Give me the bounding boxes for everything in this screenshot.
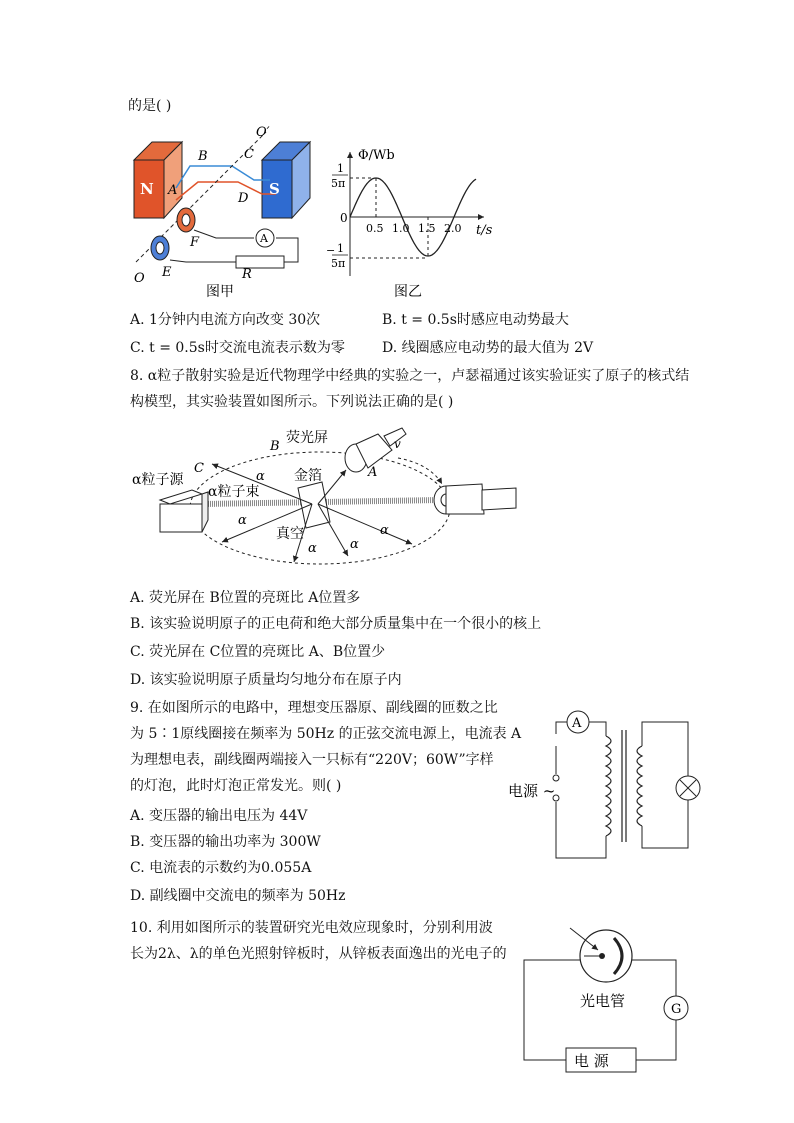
- q7-option-c[interactable]: C. t = 0.5s时交流电流表示数为零: [130, 340, 345, 356]
- fig-yi-caption: 图乙: [394, 284, 422, 300]
- fig-jia-n-label: N: [140, 180, 154, 198]
- fig8-vacuum-label: 真空: [276, 526, 304, 542]
- fig-jia-s-label: S: [269, 180, 280, 198]
- q8-option-d[interactable]: D. 该实验说明原子质量均匀地分布在原子内: [130, 672, 402, 688]
- q7-stem-tail: 的是( ): [128, 98, 172, 114]
- q9-option-c[interactable]: C. 电流表的示数约为0.055A: [130, 860, 312, 876]
- q7-figure-jia: [126, 122, 328, 300]
- q8-stem-line1: 8. α粒子散射实验是近代物理学中经典的实验之一，卢瑟福通过该实验证实了原子的核式结: [130, 368, 690, 384]
- fig8-a-label: A: [368, 465, 378, 480]
- fig8-alpha: α: [380, 523, 389, 538]
- q7-figure-yi: [326, 146, 496, 300]
- fig-jia-e-label: E: [162, 265, 172, 280]
- fig-jia-d-label: D: [238, 191, 249, 206]
- fig-jia-b-label: B: [198, 149, 208, 164]
- q9-figure: [506, 706, 716, 866]
- q9-option-b[interactable]: B. 变压器的输出功率为 300W: [130, 834, 321, 850]
- fig8-source-label: α粒子源: [132, 472, 184, 488]
- fig8-alpha: α: [308, 541, 317, 556]
- fig8-b-label: B: [270, 439, 280, 454]
- fig-yi-xtick: 1.5: [418, 222, 436, 235]
- q8-figure: [130, 424, 522, 576]
- fig8-alpha: α: [256, 469, 265, 484]
- q10-stem-line2: 长为2λ、λ的单色光照射锌板时，从锌板表面逸出的光电子的: [130, 946, 507, 962]
- fig-yi-xtick: 1.0: [392, 222, 410, 235]
- fig-yi-xtick: 2.0: [444, 222, 462, 235]
- fig8-alpha: α: [350, 537, 359, 552]
- fig-yi-xtick: 0.5: [366, 222, 384, 235]
- fig9-source-label: 电源 ~: [508, 782, 556, 800]
- fig8-alpha: α: [238, 513, 247, 528]
- q8-option-c[interactable]: C. 荧光屏在 C位置的亮斑比 A、B位置少: [130, 644, 386, 660]
- fig10-galvanometer-label: G: [671, 1002, 682, 1017]
- fig-yi-yminus: −: [326, 244, 336, 257]
- fig-yi-ybot-num: 1: [337, 242, 344, 255]
- q8-option-b[interactable]: B. 该实验说明原子的正电荷和绝大部分质量集中在一个很小的核上: [130, 616, 542, 632]
- q9-stem-line1: 9. 在如图所示的电路中，理想变压器原、副线圈的匝数之比: [130, 700, 498, 716]
- q9-stem-line4: 的灯泡，此时灯泡正常发光。则( ): [130, 778, 342, 794]
- fig-yi-xlabel: t/s: [476, 223, 493, 238]
- q7-option-a[interactable]: A. 1分钟内电流方向改变 30次: [130, 312, 321, 328]
- fig8-screen-label: 荧光屏: [286, 430, 328, 446]
- fig-yi-ytop-den: 5π: [331, 177, 346, 190]
- fig-jia-o-label: O: [134, 271, 145, 286]
- fig10-tube-label: 光电管: [580, 992, 626, 1010]
- fig8-c-label: C: [194, 461, 204, 476]
- q10-stem-line1: 10. 利用如图所示的装置研究光电效应现象时，分别利用波: [130, 920, 493, 936]
- q9-option-d[interactable]: D. 副线圈中交流电的频率为 50Hz: [130, 888, 346, 904]
- fig-jia-f-label: F: [190, 235, 200, 250]
- q8-stem-line2: 构模型，其实验装置如图所示。下列说法正确的是( ): [130, 394, 454, 410]
- fig-yi-zero: 0: [340, 211, 348, 225]
- fig10-source-label: 电 源: [574, 1052, 609, 1070]
- fig9-ammeter-label: A: [572, 716, 582, 731]
- fig-jia-r-label: R: [242, 267, 252, 282]
- q8-option-a[interactable]: A. 荧光屏在 B位置的亮斑比 A位置多: [130, 590, 361, 606]
- q7-option-d[interactable]: D. 线圈感应电动势的最大值为 2V: [382, 340, 594, 356]
- q9-stem-line2: 为 5∶1原线圈接在频率为 50Hz 的正弦交流电源上，电流表 A: [130, 726, 522, 742]
- q9-option-a[interactable]: A. 变压器的输出电压为 44V: [130, 808, 308, 824]
- fig-yi-ylabel: Φ/Wb: [358, 148, 395, 163]
- fig-jia-ammeter-label: A: [260, 232, 268, 245]
- fig8-beam-label: α粒子束: [208, 484, 260, 500]
- q7-option-b[interactable]: B. t = 0.5s时感应电动势最大: [382, 312, 569, 328]
- fig-yi-ytop-num: 1: [337, 162, 344, 175]
- q10-figure: [518, 920, 708, 1076]
- fig8-v-label: v: [394, 437, 401, 451]
- fig8-foil-label: 金箔: [294, 468, 322, 484]
- fig-jia-a-label: A: [168, 183, 178, 198]
- fig-yi-ybot-den: 5π: [331, 257, 346, 270]
- fig-jia-caption: 图甲: [206, 284, 234, 300]
- q9-stem-line3: 为理想电表，副线圈两端接入一只标有“220V；60W”字样: [130, 752, 494, 768]
- fig-jia-c-label: C: [244, 147, 254, 162]
- fig-jia-oprime-label: O′: [256, 125, 270, 140]
